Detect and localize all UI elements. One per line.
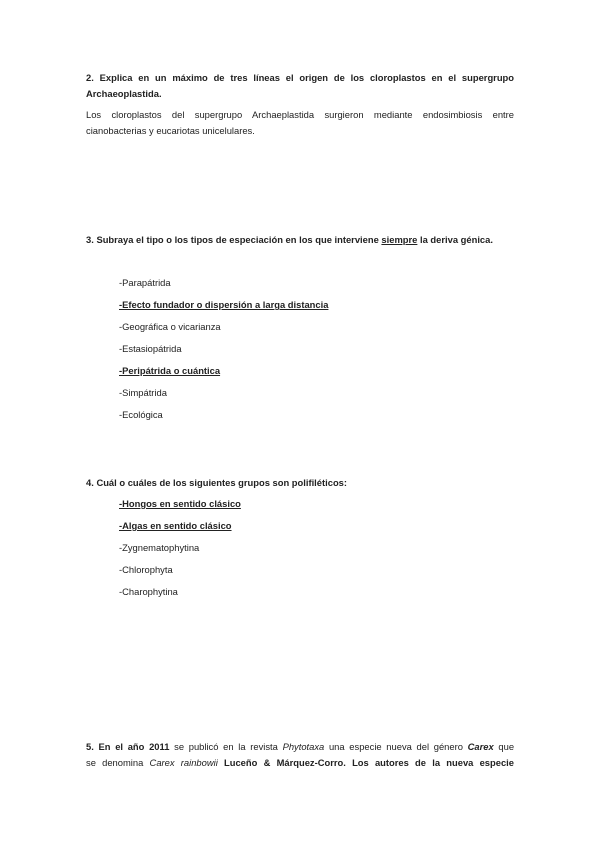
question-3-option: -Simpátrida bbox=[119, 387, 167, 398]
question-4-option: -Algas en sentido clásico bbox=[119, 520, 232, 531]
question-3-number: 3. bbox=[86, 234, 94, 245]
question-5-text: se denomina bbox=[86, 757, 144, 768]
question-2-line2: Archaeoplastida. bbox=[86, 88, 162, 99]
question-5-line2 bbox=[86, 755, 514, 771]
question-5-year: 2011 bbox=[149, 741, 170, 752]
question-3-emphasis: siempre bbox=[381, 234, 418, 245]
question-3-option: -Parapátrida bbox=[119, 277, 171, 288]
question-5-text: que bbox=[498, 741, 515, 752]
question-3-option: -Efecto fundador o dispersión a larga distancia bbox=[119, 299, 329, 310]
question-4-option: -Zygnematophytina bbox=[119, 542, 200, 553]
question-3-text-after: la deriva génica. bbox=[420, 234, 493, 245]
question-3-option: -Ecológica bbox=[119, 409, 163, 420]
question-3-option: -Estasiopátrida bbox=[119, 343, 182, 354]
question-3-option: -Geográfica o vicarianza bbox=[119, 321, 221, 332]
question-3 bbox=[86, 232, 514, 248]
question-4-text: Cuál o cuáles de los siguientes grupos son polifiléticos: bbox=[96, 477, 348, 488]
question-4-option: -Charophytina bbox=[119, 586, 178, 597]
question-2-number: 2. bbox=[86, 72, 94, 83]
question-5-number: 5. bbox=[86, 741, 94, 752]
question-5-genus: Carex bbox=[467, 741, 494, 752]
question-2-text: Explica en un máximo de tres líneas el origen de los cloroplastos en el supergrupo bbox=[99, 72, 515, 83]
question-5-text: En el año bbox=[98, 741, 145, 752]
question-2-line1 bbox=[86, 70, 514, 86]
question-4-option: -Chlorophyta bbox=[119, 564, 173, 575]
question-4 bbox=[86, 475, 514, 491]
question-5-journal: Phytotaxa bbox=[282, 741, 325, 752]
question-5-line1 bbox=[86, 739, 514, 755]
question-3-option: -Peripátrida o cuántica bbox=[119, 365, 221, 376]
question-5-text: se publicó en la revista bbox=[174, 741, 278, 752]
question-4-number: 4. bbox=[86, 477, 94, 488]
answer-2-line1: Los cloroplastos del supergrupo Archaeplastida surgieron mediante endosimbiosis entre bbox=[86, 109, 514, 120]
question-4-option: -Hongos en sentido clásico bbox=[119, 498, 241, 509]
question-5-text: Luceño & Márquez-Corro. Los autores de la nueva especie bbox=[224, 757, 514, 768]
question-5-text: una especie nueva del género bbox=[328, 741, 463, 752]
question-3-text-before: Subraya el tipo o los tipos de especiación en los que interviene bbox=[96, 234, 379, 245]
question-5-species: Carex rainbowii bbox=[149, 757, 218, 768]
answer-2-line2: cianobacterias y eucariotas unicelulares. bbox=[86, 125, 255, 136]
